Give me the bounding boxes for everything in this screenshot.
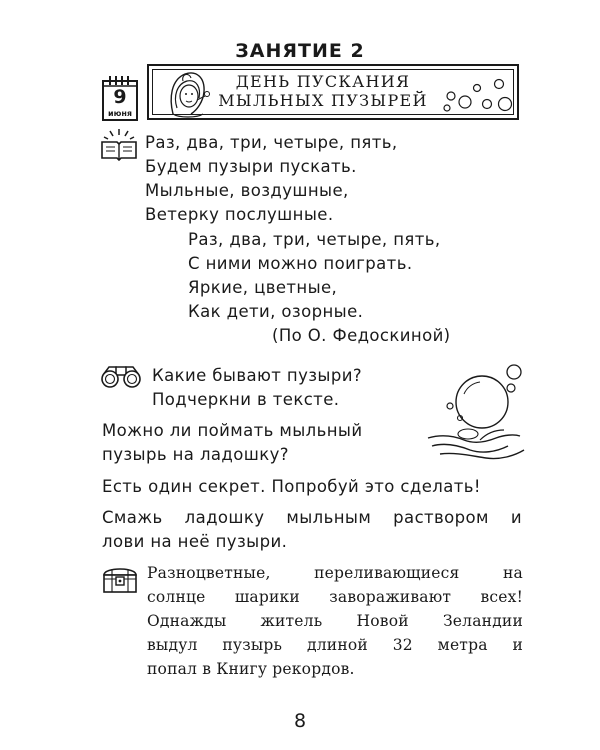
page-number: 8 xyxy=(293,710,307,732)
poem-line: Яркие, цветные, xyxy=(188,278,338,297)
lesson-title: ЗАНЯТИЕ 2 xyxy=(235,40,365,62)
instruction-text xyxy=(102,506,522,554)
instruction-line: Подчеркни в тексте. xyxy=(152,390,340,409)
treasure-chest-icon xyxy=(100,563,140,595)
bubbles-question xyxy=(152,364,362,412)
question-line: пузырь на ладошку? xyxy=(102,445,289,464)
fact-line: Разноцветные, переливающиеся на xyxy=(147,564,523,582)
poem-stanza-1 xyxy=(145,131,398,227)
instruction-line: Смажь ладошку мыльным раствором и xyxy=(102,508,522,527)
book-icon xyxy=(99,128,139,162)
calendar-day: 9 xyxy=(113,86,127,108)
catch-bubble-question xyxy=(102,419,362,467)
calendar-icon xyxy=(100,74,140,122)
binoculars-icon xyxy=(99,363,143,389)
fact-line: выдул пузырь длиной 32 метра и xyxy=(147,636,523,654)
lesson-banner xyxy=(147,64,519,120)
secret-text xyxy=(102,475,481,499)
fact-line: солнце шарики завораживают всех! xyxy=(147,588,523,606)
fact-line: Однажды житель Новой Зеландии xyxy=(147,612,523,630)
hand-with-bubbles-illustration xyxy=(420,360,530,470)
poem-line: Мыльные, воздушные, xyxy=(145,181,349,200)
question-line: Какие бывают пузыри? xyxy=(152,366,363,385)
fact-line: попал в Книгу рекордов. xyxy=(147,660,355,678)
question-line: Можно ли поймать мыльный xyxy=(102,421,363,440)
bubbles-icon xyxy=(433,66,517,118)
poem-line: Раз, два, три, четыре, пять, xyxy=(188,230,441,249)
secret-line: Есть один секрет. Попробуй это сделать! xyxy=(102,477,481,496)
poem-line: Раз, два, три, четыре, пять, xyxy=(145,133,398,152)
banner-title-line1: ДЕНЬ ПУСКАНИЯ xyxy=(235,72,411,91)
instruction-line: лови на неё пузыри. xyxy=(102,532,288,551)
fact-box xyxy=(147,561,523,681)
poem-line: Будем пузыри пускать. xyxy=(145,157,357,176)
poem-line: Ветерку послушные. xyxy=(145,205,334,224)
poem-stanza-2 xyxy=(188,228,441,324)
poem-line: Как дети, озорные. xyxy=(188,302,364,321)
poem-line: С ними можно поиграть. xyxy=(188,254,413,273)
calendar-month: июня xyxy=(107,109,133,118)
poem-source: (По О. Федоскиной) xyxy=(272,326,451,345)
banner-title-line2: МЫЛЬНЫХ ПУЗЫРЕЙ xyxy=(218,91,428,110)
